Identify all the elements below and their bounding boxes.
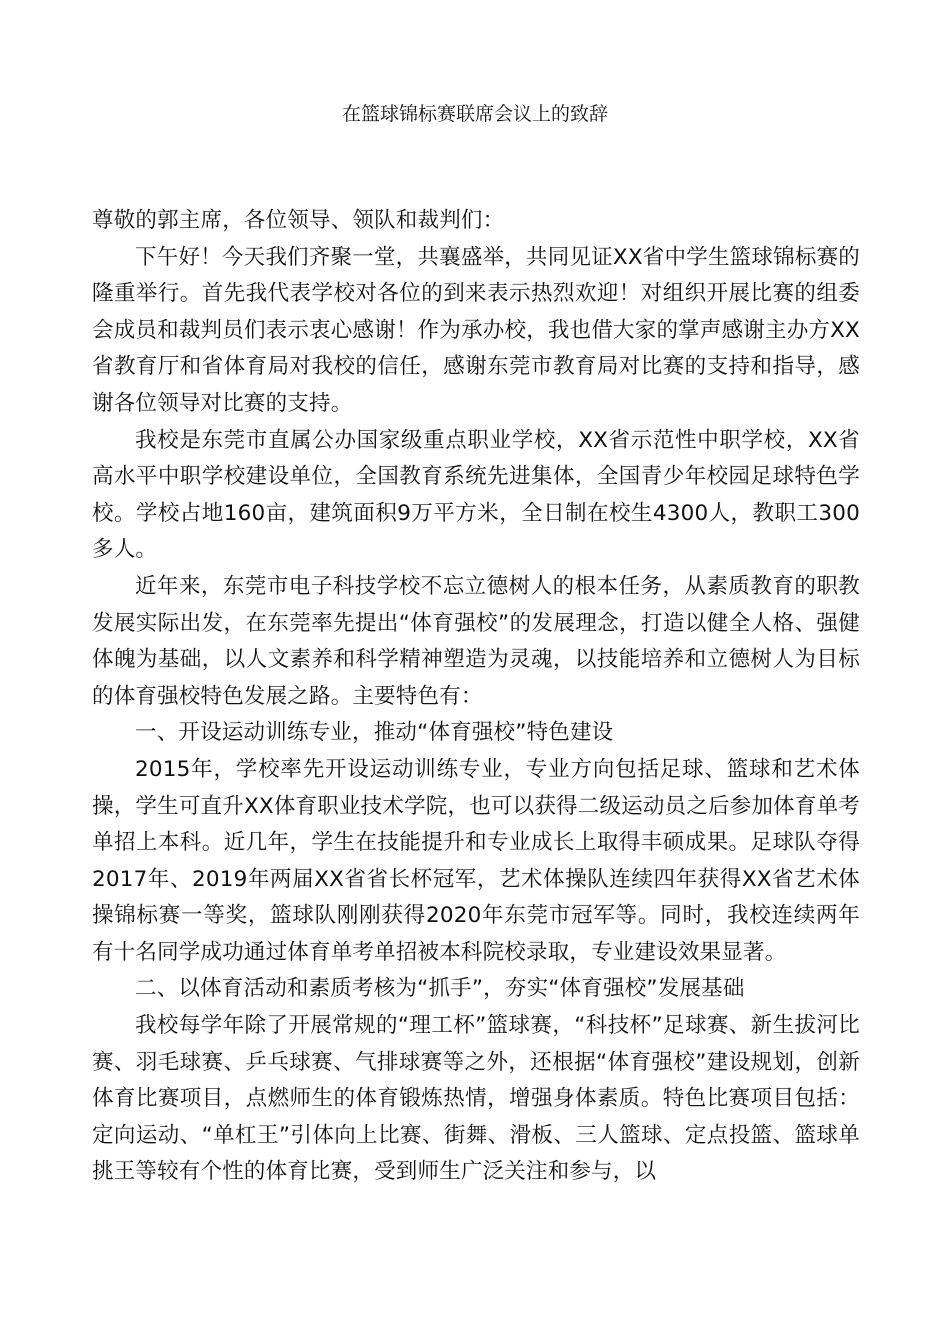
paragraph-greeting: 下午好！今天我们齐聚一堂，共襄盛举，共同见证XX省中学生篮球锦标赛的隆重举行。首先我代表学校对各位的到来表示热烈欢迎！对组织开展比赛的组委会成员和裁判员们表示衷心感谢！作为承办校，我也借大家的掌声感谢主办方XX省教育厅和省体育局对我校的信任，感谢东莞市教育局对比赛的支持和指导，感谢各位领导对比赛的支持。 [92,244,860,416]
salutation: 尊敬的郭主席，各位领导、领队和裁判们： [92,208,505,233]
document-title: 在篮球锦标赛联席会议上的致辞 [341,103,608,125]
paragraph-development: 近年来，东莞市电子科技学校不忘立德树人的根本任务，从素质教育的职教发展实际出发，在东莞率先提出“体育强校”的发展理念，打造以健全人格、强健体魄为基础，以人文素养和科学精神塑造为灵魂，以技能培养和立德树人为目标的体育强校特色发展之路。主要特色有： [92,573,860,709]
paragraph-sports-major: 2015年，学校率先开设运动训练专业，专业方向包括足球、篮球和艺术体操，学生可直升XX体育职业技术学院，也可以获得二级运动员之后参加体育单考单招上本科。近几年，学生在技能提升和专业成长上取得丰硕成果。足球队夺得2017年、2019年两届XX省省长杯冠军，艺术体操队连续四年获得XX省艺术体操锦标赛一等奖，篮球队刚刚获得2020年东莞市冠军等。同时，我校连续两年有十名同学成功通过体育单考单招被本科院校录取，专业建设效果显著。 [92,756,860,965]
section-heading-1: 一、开设运动训练专业，推动“体育强校”特色建设 [135,720,614,746]
document-body [92,203,860,1191]
paragraph-sports-activities: 我校每学年除了开展常规的“理工杯”篮球赛，“科技杯”足球赛、新生拔河比赛、羽毛球赛、乒乓球赛、气排球赛等之外，还根据“体育强校”建设规划，创新体育比赛项目，点燃师生的体育锻炼热情，增强身体素质。特色比赛项目包括：定向运动、“单杠王”引体向上比赛、街舞、滑板、三人篮球、定点投篮、篮球单挑王等较有个性的体育比赛，受到师生广泛关注和参与，以 [92,1013,860,1185]
paragraph-school-intro: 我校是东莞市直属公办国家级重点职业学校，XX省示范性中职学校，XX省高水平中职学校建设单位，全国教育系统先进集体，全国青少年校园足球特色学校。学校占地160亩，建筑面积9万平方米，全日制在校生4300人，教职工300多人。 [92,427,860,563]
section-heading-2: 二、以体育活动和素质考核为“抓手”，夯实“体育强校”发展基础 [135,976,745,1002]
